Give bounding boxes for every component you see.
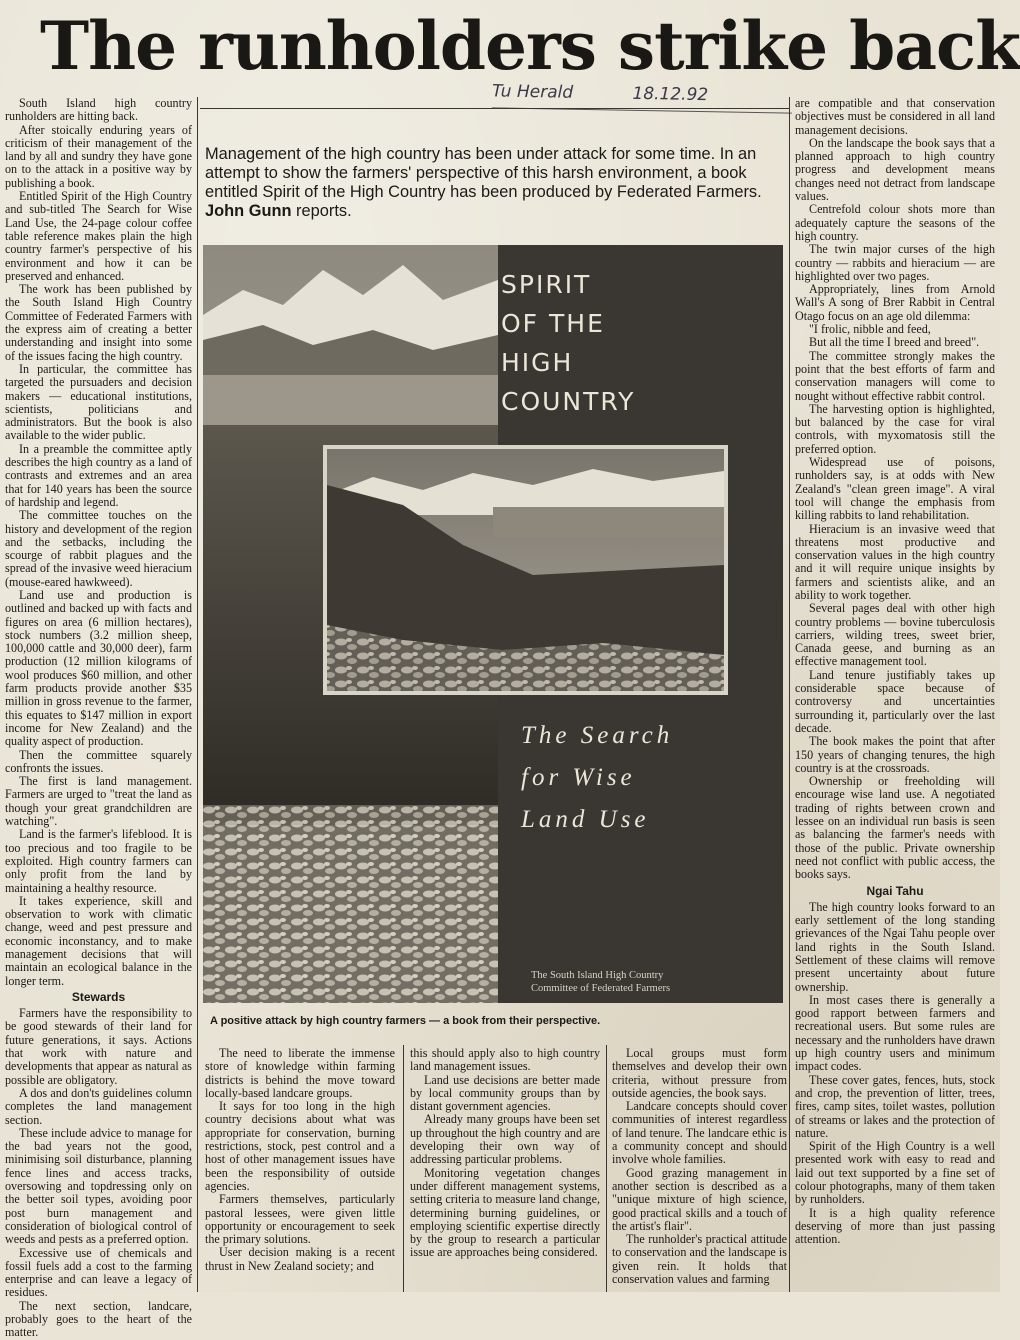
- cover-credit-line: Committee of Federated Farmers: [531, 983, 671, 994]
- paragraph: Ownership or freeholding will encourage wise land use. A negotiated trading of rights between crown and lessee on an individual run basis is seen as balancing the farmer's needs with those of the public. Private ownership need not conflict with public access, the books says.: [795, 774, 995, 882]
- cover-title-line: OF THE: [501, 309, 605, 338]
- cover-title-line: SPIRIT: [501, 270, 592, 299]
- paragraph: The work has been published by the South Island High Country Committee of Federated Farmers with the express aim of creating a better understanding and insight into some of the issues facing the high country.: [5, 282, 192, 363]
- cover-credit-line: The South Island High Country: [531, 970, 664, 981]
- cover-rocks: [203, 805, 503, 1003]
- paragraph: It says for too long in the high country decisions about what was appropriate for conservation, burning restrictions, stock, pest control and a host of other management issues have been the responsibility of outside agencies.: [205, 1099, 395, 1193]
- paragraph: Centrefold colour shots more than adequately capture the seasons of the high country.: [795, 202, 995, 243]
- paragraph: The need to liberate the immense store of knowledge within farming districts is behind the move toward locally-based landcare groups.: [205, 1046, 395, 1100]
- paragraph: It is a high quality reference deserving of more than just passing attention.: [795, 1205, 995, 1247]
- paragraph: On the landscape the book says that a planned approach to high country progress and development means changes need not detract from landscape values.: [795, 135, 995, 204]
- paragraph: Farmers themselves, particularly pastoral lessees, were given little opportunity or encouragement to seek the primary solutions.: [205, 1192, 395, 1247]
- paragraph: In most cases there is generally a good rapport between farmers and recreational users. But some rules are necessary and the runholders have drawn up high country users and minimum impact codes.: [795, 992, 995, 1074]
- paragraph: It takes experience, skill and observation to work with climatic change, weed and pest pressure and economic inconstancy, and to make management decisions that will maintain an ecological balance in the longer term.: [5, 893, 192, 988]
- paragraph: Hieracium is an invasive weed that threatens most productive and conservation values in the high country and it will require unique insights by farmers and scientists alike, and an ability to work together.: [795, 521, 995, 602]
- paragraph: Several pages deal with other high country problems — bovine tuberculosis carriers, wilding trees, sweet brier, Canada geese, and burning as an effective management tool.: [795, 601, 995, 669]
- standfirst-text: Management of the high country has been under attack for some time. In an attempt to show the farmers' perspective of this harsh environment, a book entitled Spirit of the High Country has been produced by Federated Farmers.: [205, 145, 762, 201]
- bottom-column-2: [410, 1047, 600, 1292]
- paragraph: Widespread use of poisons, runholders say, is at odds with New Zealand's "clean green image". A viral tool will change the emphasis from killing rabbits to land rehabilitation.: [795, 455, 995, 523]
- author-name: John Gunn: [205, 202, 292, 220]
- cover-subtitle-line: for Wise: [521, 764, 636, 791]
- subhead-stewards: Stewards: [71, 989, 126, 1004]
- photo-caption: A positive attack by high country farmers — a book from their perspective.: [210, 1015, 601, 1027]
- column-rule-bottom-1: [403, 1045, 404, 1292]
- paragraph: Already many groups have been set up throughout the high country and are developing their own way of addressing particular problems.: [410, 1112, 600, 1167]
- paragraph: Spirit of the High Country is a well presented work with easy to read and laid out text supported by a fine set of colour photographs, many of them taken by runholders.: [795, 1139, 995, 1207]
- paragraph: A dos and don'ts guidelines column completes the land management section.: [5, 1085, 192, 1127]
- paragraph: are compatible and that conservation objectives must be considered in all land management decisions.: [795, 96, 995, 137]
- column-rule-bottom-2: [606, 1045, 607, 1292]
- right-column: [795, 97, 995, 1292]
- column-rule-left: [197, 97, 198, 1292]
- paragraph: After stoically enduring years of criticism of their management of the land by all and sundry they have gone on to the attack in a positive way by publishing a book.: [5, 122, 192, 190]
- cover-subtitle: [521, 715, 781, 841]
- paragraph: this should apply also to high country land management issues.: [410, 1046, 600, 1074]
- paragraph: Then the committee squarely confronts the issues.: [5, 747, 192, 775]
- bottom-column-3: [612, 1047, 787, 1292]
- standfirst: [205, 145, 790, 221]
- paragraph: The first is land management. Farmers are urged to "treat the land as though your great grandchildren are watching".: [5, 774, 192, 829]
- paragraph: In particular, the committee has targeted the pursuaders and decision makers — educational institutions, scientists, politicians and administrators. But the book is also available to the wider public.: [5, 361, 192, 443]
- cover-title: [501, 265, 781, 421]
- poem-line: But all the time I breed and breed".: [809, 335, 980, 350]
- paragraph: User decision making is a recent thrust in New Zealand society; and: [205, 1245, 395, 1273]
- cover-title-line: COUNTRY: [501, 387, 636, 416]
- paragraph: Land is the farmer's lifeblood. It is too precious and too fragile to be exploited. High country farmers can only profit from the land by maintaining a healthy resource.: [5, 827, 192, 895]
- paragraph: The book makes the point that after 150 years of changing tenures, the high country is at the crossroads.: [795, 734, 995, 775]
- poem-line: "I frolic, nibble and feed,: [809, 322, 931, 337]
- paragraph: The high country looks forward to an early settlement of the long standing grievances of the Ngai Tahu people over land rights in the South Island. Settlement of these claims will remove present uncertainty about future ownership.: [795, 899, 995, 994]
- paragraph: The next section, landcare, probably goes to the heart of the matter.: [5, 1298, 192, 1340]
- header-rule: [200, 108, 790, 109]
- paragraph: Landcare concepts should cover communities of interest regardless of land tenure. The landcare ethic is a community concept and should involve whole families.: [612, 1099, 787, 1167]
- paragraph: Entitled Spirit of the High Country and sub-titled The Search for Wise Land Use, the 24-page colour coffee table reference makes plain the high country farmer's perspective of his environment and how it can be preserved and enhanced.: [5, 189, 192, 283]
- paragraph: These include advice to manage for the bad years not the good, minimising soil disturbance, planning fence lines and access tracks, oversowing and topdressing only on the better soil types, avoiding poor post burn management and consideration of biological control of weeds and pests as a preferred option.: [5, 1125, 192, 1247]
- bottom-column-1: [205, 1047, 395, 1292]
- paragraph: Land use decisions are better made by local community groups than by distant government agencies.: [410, 1072, 600, 1114]
- standfirst-suffix: reports.: [291, 202, 352, 220]
- note-date: 18.12.92: [632, 83, 709, 106]
- paragraph: Appropriately, lines from Arnold Wall's A song of Brer Rabbit in Central Otago focus on an age old dilemma:: [795, 282, 995, 323]
- paragraph: Good grazing management in another section is described as a "unique mixture of high science, good practical skills and a touch of the artist's flair".: [612, 1165, 787, 1233]
- cover-subtitle-line: The Search: [521, 722, 674, 749]
- paragraph: In a preamble the committee aptly describes the high country as a land of contrasts and extremes and an area that for 140 years has been the source of hardship and legend.: [5, 441, 192, 509]
- cover-title-line: HIGH: [501, 348, 574, 377]
- paragraph: The harvesting option is highlighted, but balanced by the case for viral controls, with myxomatosis still the preferred option.: [795, 401, 995, 456]
- paragraph: Farmers have the responsibility to be good stewards of their land for future generations, it says. Actions that work with nature and developments that appear as natural as possible are obligatory.: [5, 1006, 192, 1087]
- paragraph: The runholder's practical attitude to conservation and the landscape is given rein. It holds that conservation values and farming: [612, 1232, 787, 1287]
- paragraph: Land use and production is outlined and backed up with facts and figures on area (6 million hectares), stock numbers (3.2 million sheep, 100,000 cattle and 30,000 deer), farm production (12 million kilograms of wool produces $60 million, and other farm products provide another $35 million in gross revenue to the farmer, this equates to $147 million in export income for New Zealand) and the quality aspect of production.: [5, 587, 192, 749]
- paragraph: Excessive use of chemicals and fossil fuels add a cost to the farming enterprise and can leave a legacy of residues.: [5, 1245, 192, 1300]
- cover-subtitle-line: Land Use: [521, 806, 650, 833]
- book-cover-photo: [203, 245, 783, 1003]
- headline: The runholders strike back: [40, 7, 1020, 85]
- paragraph: Monitoring vegetation changes under different management systems, setting criteria to measure land change, determining burning guidelines, or employing scientific expertise directly by the group to research a particular issue are approaches being considered.: [410, 1165, 600, 1260]
- cover-credit: [531, 969, 771, 995]
- paragraph: South Island high country runholders are hitting back.: [5, 96, 192, 124]
- note-publication: Tu Herald: [491, 81, 574, 103]
- paragraph: Land tenure justifiably takes up considerable space because of controversy and uncertainties surrounding it, particularly over the last decade.: [795, 667, 995, 735]
- left-column: [5, 96, 192, 1340]
- subhead-ngai-tahu: Ngai Tahu: [866, 883, 924, 898]
- paragraph: These cover gates, fences, huts, stock and crop, the prevention of litter, trees, fires, camp sites, toilet wastes, pollution of streams or lakes and the protection of nature.: [795, 1072, 995, 1140]
- paragraph: The committee touches on the history and development of the region and the setbacks, including the scourge of rabbit plagues and the spread of the invasive weed hieracium (mouse-eared hawkweed).: [5, 508, 192, 589]
- column-rule-right: [789, 97, 790, 1292]
- paragraph: Local groups must form themselves and develop their own criteria, without pressure from outside agencies, the book says.: [612, 1046, 787, 1100]
- paragraph: The committee strongly makes the point that the best efforts of farm and conservation managers will come to nought without effective rabbit control.: [795, 348, 995, 403]
- paragraph: The twin major curses of the high country — rabbits and hieracium — are highlighted over two pages.: [795, 242, 995, 283]
